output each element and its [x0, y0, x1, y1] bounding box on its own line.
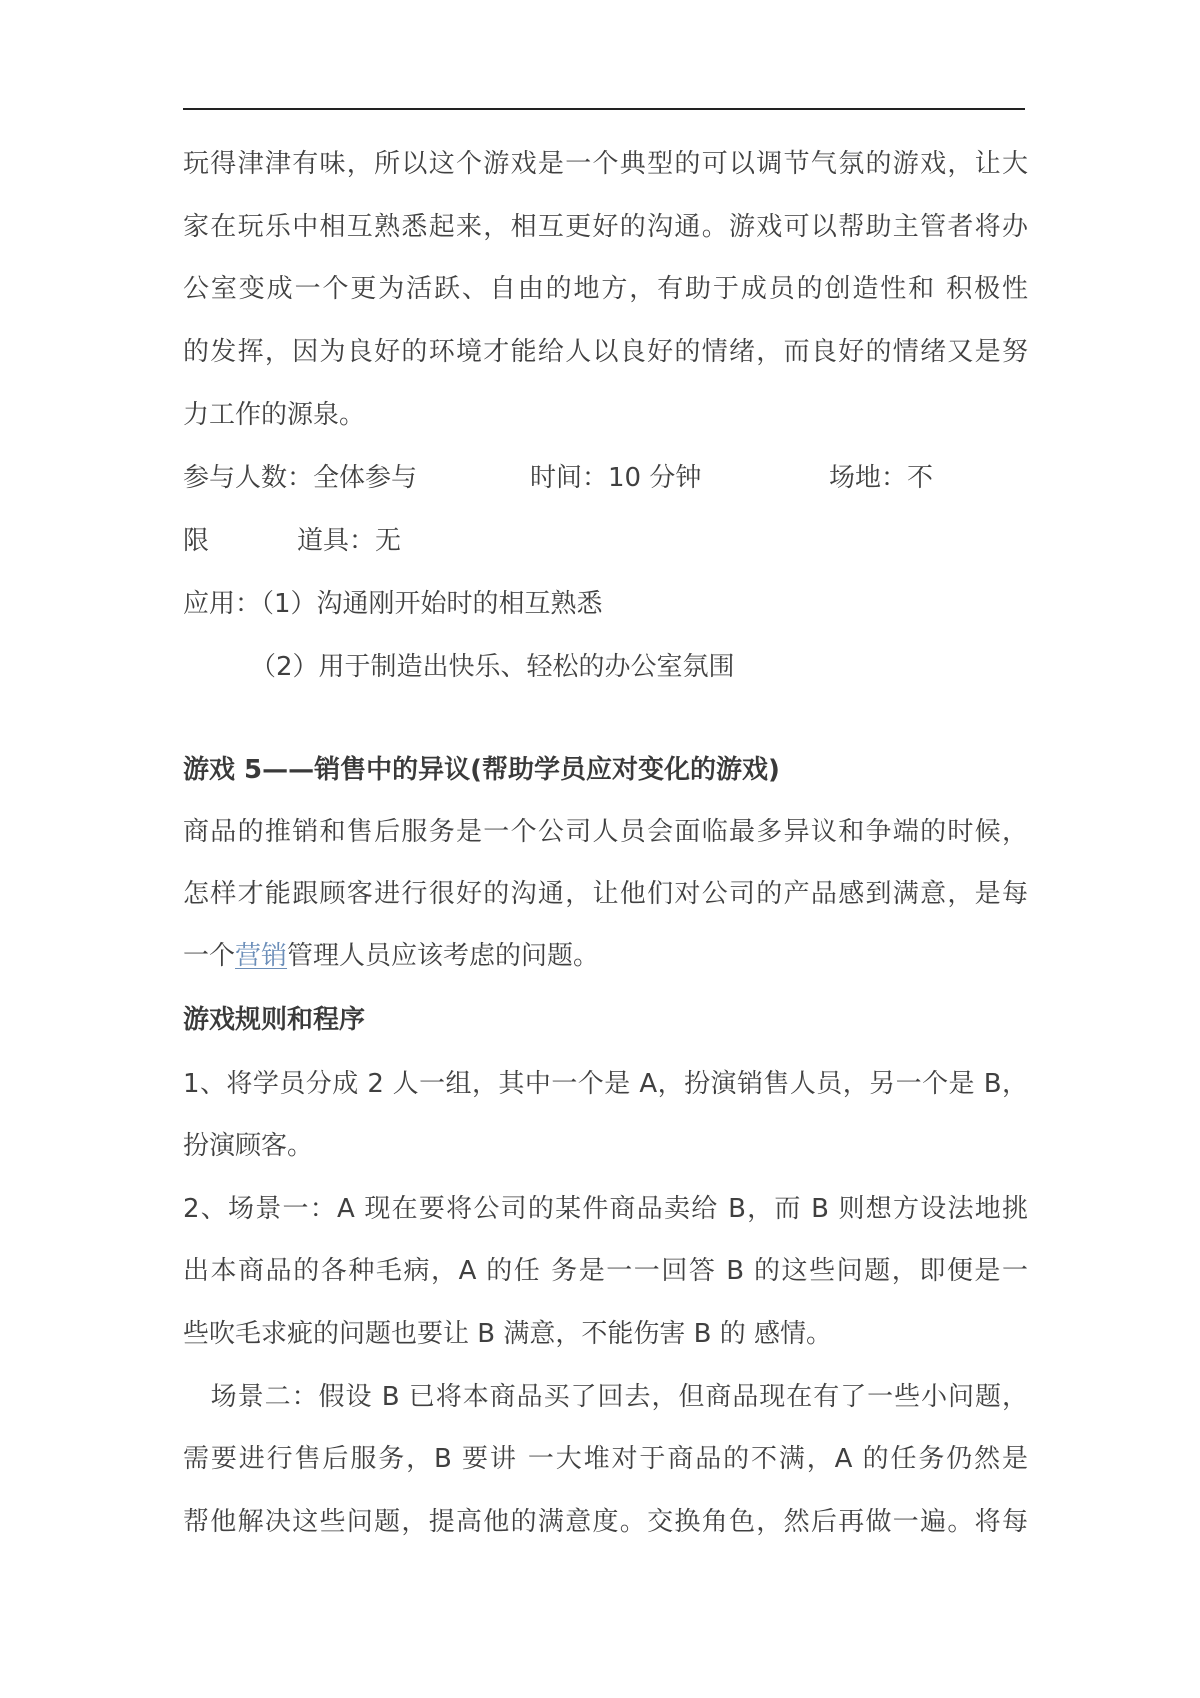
game5-desc-line-1: 商品的推销和售后服务是一个公司人员会面临最多异议和争端的时候，	[183, 817, 1028, 847]
rule-line-3: 2、场景一：A 现在要将公司的某件商品卖给 B，而 B 则想方设法地挑	[183, 1194, 1028, 1224]
rules-heading: 游戏规则和程序	[183, 1005, 366, 1035]
intro-line-4: 的发挥，因为良好的环境才能给人以良好的情绪，而良好的情绪又是努	[183, 337, 1028, 367]
desc-suffix: 管理人员应该考虑的问题。	[287, 941, 600, 971]
rule-line-6: 场景二：假设 B 已将本商品买了回去，但商品现在有了一些小问题，	[183, 1382, 1028, 1412]
info-participants: 参与人数：全体参与	[183, 463, 418, 493]
application-item-2: （2）用于制造出快乐、轻松的办公室氛围	[250, 652, 735, 682]
info-venue: 场地：不	[829, 463, 934, 493]
game5-desc-line-3	[183, 938, 599, 974]
intro-line-1: 玩得津津有味，所以这个游戏是一个典型的可以调节气氛的游戏，让大	[183, 149, 1028, 179]
intro-line-2: 家在玩乐中相互熟悉起来，相互更好的沟通。游戏可以帮助主管者将办	[183, 212, 1028, 242]
rule-line-4: 出本商品的各种毛病，A 的任 务是一一回答 B 的这些问题，即便是一	[183, 1256, 1028, 1286]
info-props: 道具：无	[297, 526, 402, 556]
intro-line-5: 力工作的源泉。	[183, 400, 366, 430]
info-venue-continued: 限	[183, 526, 210, 556]
rule-line-1: 1、将学员分成 2 人一组，其中一个是 A，扮演销售人员，另一个是 B，	[183, 1069, 1028, 1099]
rule-line-2: 扮演顾客。	[183, 1131, 314, 1161]
header-rule	[183, 108, 1025, 110]
application-item-1: 应用：（1）沟通刚开始时的相互熟悉	[183, 589, 603, 619]
rule-line-5: 些吹毛求疵的问题也要让 B 满意，不能伤害 B 的 感情。	[183, 1319, 832, 1349]
marketing-link[interactable]: 营销	[235, 941, 288, 971]
game5-desc-line-2: 怎样才能跟顾客进行很好的沟通，让他们对公司的产品感到满意，是每	[183, 879, 1028, 909]
info-time: 时间：10 分钟	[530, 463, 702, 493]
intro-line-3: 公室变成一个更为活跃、自由的地方，有助于成员的创造性和 积极性	[183, 274, 1028, 304]
desc-prefix: 一个	[183, 941, 236, 971]
game5-title: 游戏 5——销售中的异议(帮助学员应对变化的游戏)	[183, 755, 780, 785]
rule-line-8: 帮他解决这些问题，提高他的满意度。交换角色，然后再做一遍。将每	[183, 1507, 1028, 1537]
rule-line-7: 需要进行售后服务，B 要讲 一大堆对于商品的不满，A 的任务仍然是	[183, 1444, 1028, 1474]
